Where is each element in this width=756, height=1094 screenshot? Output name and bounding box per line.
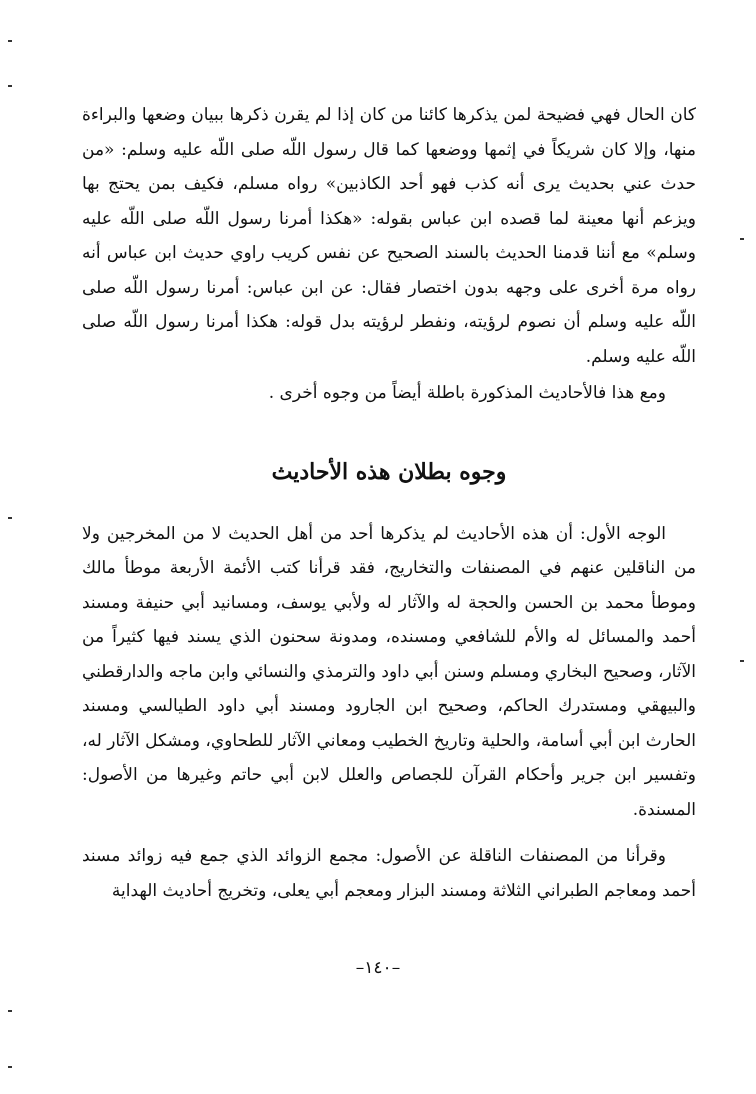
page-body bbox=[82, 98, 696, 908]
margin-mark bbox=[8, 85, 12, 87]
margin-mark bbox=[740, 238, 744, 240]
margin-mark bbox=[8, 1066, 12, 1068]
margin-mark bbox=[8, 40, 12, 42]
margin-mark bbox=[8, 1010, 12, 1012]
paragraph-4: وقرأنا من المصنفات الناقلة عن الأصول: مجمع الزوائد الذي جمع فيه زوائد مسند أحمد ومعاجم الطبراني الثلاثة ومسند البزار ومعجم أبي يعلى، وتخريج أحاديث الهداية bbox=[82, 846, 696, 901]
section-heading: وجوه بطلان هذه الأحاديث bbox=[271, 458, 507, 485]
margin-mark bbox=[8, 517, 12, 519]
paragraph-3: الوجه الأول: أن هذه الأحاديث لم يذكرها أحد من أهل الحديث لا من المخرجين ولا من الناقلين عنهم في المصنفات والتخاريج، فقد قرأنا كتب الأئمة الأربعة موطأ مالك وموطأ محمد بن الحسن والحجة له والآثار له ولأبي يوسف، ومسانيد أبي حنيفة ومسند أحمد والمسائل له والأم للشافعي ومسنده، ومدونة سحنون الذي يسند فيها كثيراً من الآثار، وصحيح البخاري ومسلم وسنن أبي داود والترمذي والنسائي وابن ماجه والدارقطني والبيهقي ومستدرك الحاكم، وصحيح ابن الجارود ومسند أبي داود الطيالسي ومسند الحارث ابن أبي أسامة، والحلية وتاريخ الخطيب ومعاني الآثار للطحاوي، ومشكل الآثار له، وتفسير ابن جرير وأحكام القرآن للجصاص والعلل لابن أبي حاتم وغيرها من الأصول: المسندة. bbox=[82, 523, 696, 820]
paragraph-2: ومع هذا فالأحاديث المذكورة باطلة أيضاً من وجوه أخرى . bbox=[268, 383, 666, 403]
page-number: –١٤٠– bbox=[355, 958, 401, 978]
margin-mark bbox=[740, 660, 744, 662]
paragraph-1: كان الحال فهي فضيحة لمن يذكرها كائنا من كان إذا لم يقرن ذكرها ببيان وضعها والبراءة منها، وإلا كان شريكاً في إثمها ووضعها كما قال رسول اللّه صلى اللّه عليه وسلم: «من حدث عني بحديث يرى أنه كذب فهو أحد الكاذبين» رواه مسلم، فكيف بمن يحتج بها ويزعم أنها معينة لما قصده ابن عباس بقوله: «هكذا أمرنا رسول اللّه صلى اللّه عليه وسلم» مع أننا قدمنا الحديث بالسند الصحيح عن نفس كريب راوي حديث ابن عباس أنه رواه مرة أخرى على وجهه بدون اختصار فقال: عن ابن عباس: أمرنا رسول اللّه صلى اللّه عليه وسلم أن نصوم لرؤيته، ونفطر لرؤيته بدل قوله: هكذا أمرنا رسول اللّه صلى اللّه عليه وسلم. bbox=[82, 105, 696, 367]
